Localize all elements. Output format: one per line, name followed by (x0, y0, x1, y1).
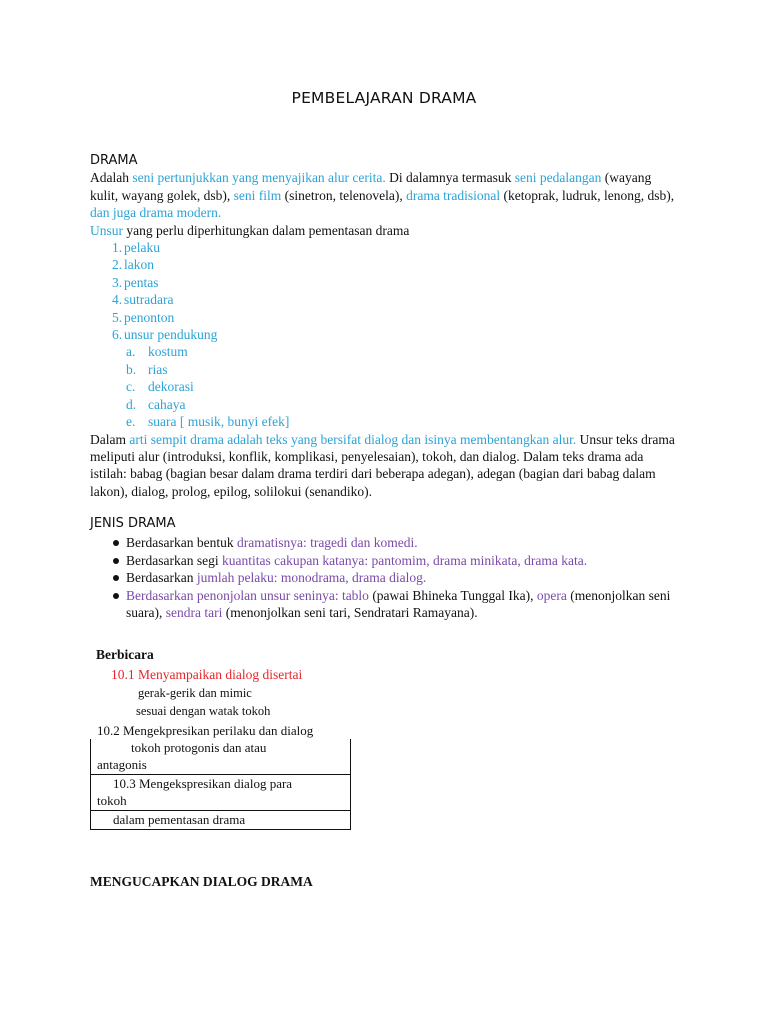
text-span: seni pertunjukkan yang menyajikan alur cerita. (132, 170, 386, 186)
list-item: 6. unsur pendukung (112, 327, 218, 343)
list-item: 2. lakon (112, 257, 154, 273)
text-span: Unsur teks drama meliputi alur (introduksi, konflik, komplikasi, penyelesaian), tokoh, dan dialog. Dalam teks drama ada istilah: babag (bagian besar dalam drama terdiri dari beberapa adegan), adegan (bagian dari babag dalam lakon), dialog, prolog, epilog, solilokui (senandiko). (90, 431, 675, 499)
drama-section (90, 152, 680, 500)
list-item: e. suara [ musik, bunyi efek] (126, 414, 290, 430)
text-span: Berdasarkan segi (126, 552, 222, 568)
unsur-lead: Unsur (90, 222, 123, 238)
jenis-list (90, 534, 680, 621)
list-item: 4. sutradara (112, 292, 174, 308)
text-span: seni film (233, 187, 282, 203)
list-item (90, 552, 680, 569)
text-span: drama tradisional (406, 187, 501, 203)
text-span: (ketoprak, ludruk, lenong, dsb), (500, 187, 675, 203)
list-item (90, 569, 680, 586)
text-span: dan juga drama modern. (90, 205, 222, 221)
kd-10-1-line3: sesuai dengan watak tokoh (136, 704, 271, 719)
drama-heading: DRAMA (90, 153, 138, 168)
text-span: Berdasarkan bentuk (126, 535, 237, 551)
text-span: Berdasarkan penonjolan unsur seninya: tablo (126, 587, 369, 603)
list-item: d. cahaya (126, 396, 186, 412)
list-item: c. dekorasi (126, 379, 194, 395)
footer-heading: MENGUCAPKAN DIALOG DRAMA (90, 874, 313, 889)
berbicara-heading: Berbicara (96, 647, 154, 662)
text-span: arti sempit drama adalah teks yang bersifat dialog dan isinya membentangkan alur. (129, 431, 577, 447)
pendukung-list (90, 343, 680, 430)
text-span: Di dalamnya termasuk (385, 170, 515, 186)
arti-sempit-paragraph (90, 431, 680, 501)
jenis-section (90, 515, 680, 621)
unsur-rest: yang perlu diperhitungkan dalam pementasan drama (123, 222, 410, 238)
text-span: kuantitas cakupan katanya: pantomim, drama minikata, drama kata. (221, 552, 588, 568)
text-span: Adalah (90, 170, 133, 186)
berbicara-section (96, 646, 686, 721)
list-item: 5. penonton (112, 309, 175, 325)
text-span: dramatisnya: tragedi dan komedi. (236, 535, 418, 551)
list-item: b. rias (126, 361, 168, 377)
kd-10-1-line2: gerak-gerik dan mimic (138, 685, 252, 700)
drama-definition (90, 169, 680, 221)
text-span: (menonjolkan seni suara), (126, 587, 671, 621)
kd-10-1: 10.1 Menyampaikan dialog disertai (111, 667, 303, 683)
text-span: (sinetron, telenovela), (281, 187, 407, 203)
table-cell: 10.3 Mengekspresikan dialog para tokoh (91, 774, 350, 810)
list-item (90, 534, 680, 551)
kd-10-2: 10.2 Mengekpresikan perilaku dan dialog (97, 723, 314, 738)
text-span: seni pedalangan (514, 170, 602, 186)
text-span: (wayang kulit, wayang golek, dsb), (90, 170, 652, 203)
kd-table (90, 739, 351, 830)
jenis-heading: JENIS DRAMA (90, 516, 176, 531)
unsur-intro (90, 222, 680, 239)
list-item: 1. pelaku (112, 240, 160, 256)
list-item (90, 587, 680, 622)
table-cell: dalam pementasan drama (91, 810, 350, 829)
page-title: PEMBELAJARAN DRAMA (291, 89, 477, 107)
unsur-list (90, 239, 680, 343)
text-span: (pawai Bhineka Tunggal Ika), (368, 587, 537, 603)
list-item: a. kostum (126, 344, 188, 360)
list-item: 3. pentas (112, 274, 159, 290)
text-span: Berdasarkan (126, 570, 197, 586)
text-span: sendra tari (165, 605, 223, 621)
text-span: (menonjolkan seni tari, Sendratari Ramayana). (222, 605, 478, 621)
text-span: jumlah pelaku: monodrama, drama dialog. (196, 570, 427, 586)
text-span: Dalam (90, 431, 130, 447)
text-span: opera (536, 587, 567, 603)
table-cell: tokoh protogonis dan atau antagonis (97, 740, 267, 773)
